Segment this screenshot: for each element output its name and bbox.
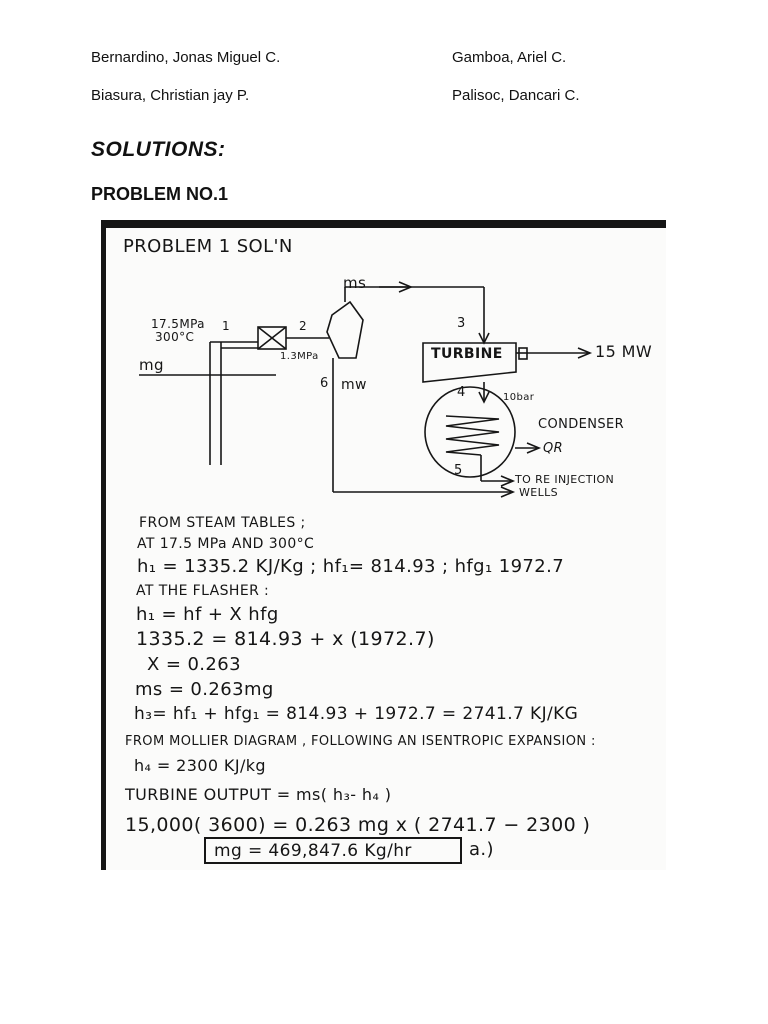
state-5-label: 5 — [454, 463, 463, 478]
state-1-label: 1 — [222, 319, 231, 333]
calc-line: AT THE FLASHER : — [136, 583, 270, 599]
final-answer-box — [204, 837, 462, 864]
heat-rejected-label: QR — [543, 441, 564, 456]
calc-line: 15,000( 3600) = 0.263 mg x ( 2741.7 − 2300 ) — [125, 814, 591, 836]
calc-line: AT 17.5 MPa AND 300°C — [137, 536, 315, 552]
author-name: Biasura, Christian jay P. — [91, 87, 250, 104]
author-name: Gamboa, Ariel C. — [452, 49, 567, 66]
inlet-temp-label: 300°C — [155, 330, 195, 344]
calc-line: h₁ = 1335.2 KJ/Kg ; hf₁= 814.93 ; hfg₁ 1972.7 — [137, 556, 565, 577]
author-name: Palisoc, Dancari C. — [452, 87, 580, 104]
calc-line: h₁ = hf + X hfg — [136, 604, 279, 625]
turbine-output-label: 15 MW — [595, 342, 653, 361]
scan-title: PROBLEM 1 SOL'N — [123, 236, 293, 257]
state-6-label: 6 — [320, 376, 329, 391]
condenser-label: CONDENSER — [538, 417, 625, 432]
calc-line: X = 0.263 — [147, 654, 241, 675]
plant-schematic — [101, 220, 666, 510]
reinjection-label: TO RE INJECTION — [515, 473, 615, 486]
author-name: Bernardino, Jonas Miguel C. — [91, 49, 281, 66]
condenser-pressure-label: 10bar — [503, 392, 535, 403]
calc-line: h₃= hf₁ + hfg₁ = 814.93 + 1972.7 = 2741.7 KJ/KG — [134, 704, 579, 724]
calc-line: 1335.2 = 814.93 + x (1972.7) — [136, 628, 435, 650]
state-2-label: 2 — [299, 319, 308, 333]
reinjection-label-2: WELLS — [519, 486, 559, 499]
flash-pressure-label: 1.3MPa — [280, 351, 319, 362]
mass-geo-label: mg — [139, 356, 164, 374]
calc-line: h₄ = 2300 KJ/kg — [134, 756, 266, 775]
mass-water-label: mw — [341, 377, 367, 393]
mass-steam-label: ms — [343, 274, 367, 292]
solutions-heading: SOLUTIONS: — [91, 138, 226, 161]
state-4-label: 4 — [457, 385, 466, 400]
state-3-label: 3 — [457, 316, 466, 331]
inlet-pressure-label: 17.5MPa — [151, 317, 205, 331]
final-answer: mg = 469,847.6 Kg/hr — [214, 841, 412, 861]
calc-line: ms = 0.263mg — [135, 679, 274, 700]
calc-line: FROM MOLLIER DIAGRAM , FOLLOWING AN ISENTROPIC EXPANSION : — [125, 734, 596, 749]
calc-line: FROM STEAM TABLES ; — [139, 515, 306, 531]
calc-line: TURBINE OUTPUT = ms( h₃- h₄ ) — [125, 785, 392, 804]
handwritten-solution-scan — [101, 220, 666, 870]
turbine-label: TURBINE — [431, 346, 503, 362]
problem-heading: PROBLEM NO.1 — [91, 184, 229, 204]
answer-part-label: a.) — [469, 839, 494, 860]
